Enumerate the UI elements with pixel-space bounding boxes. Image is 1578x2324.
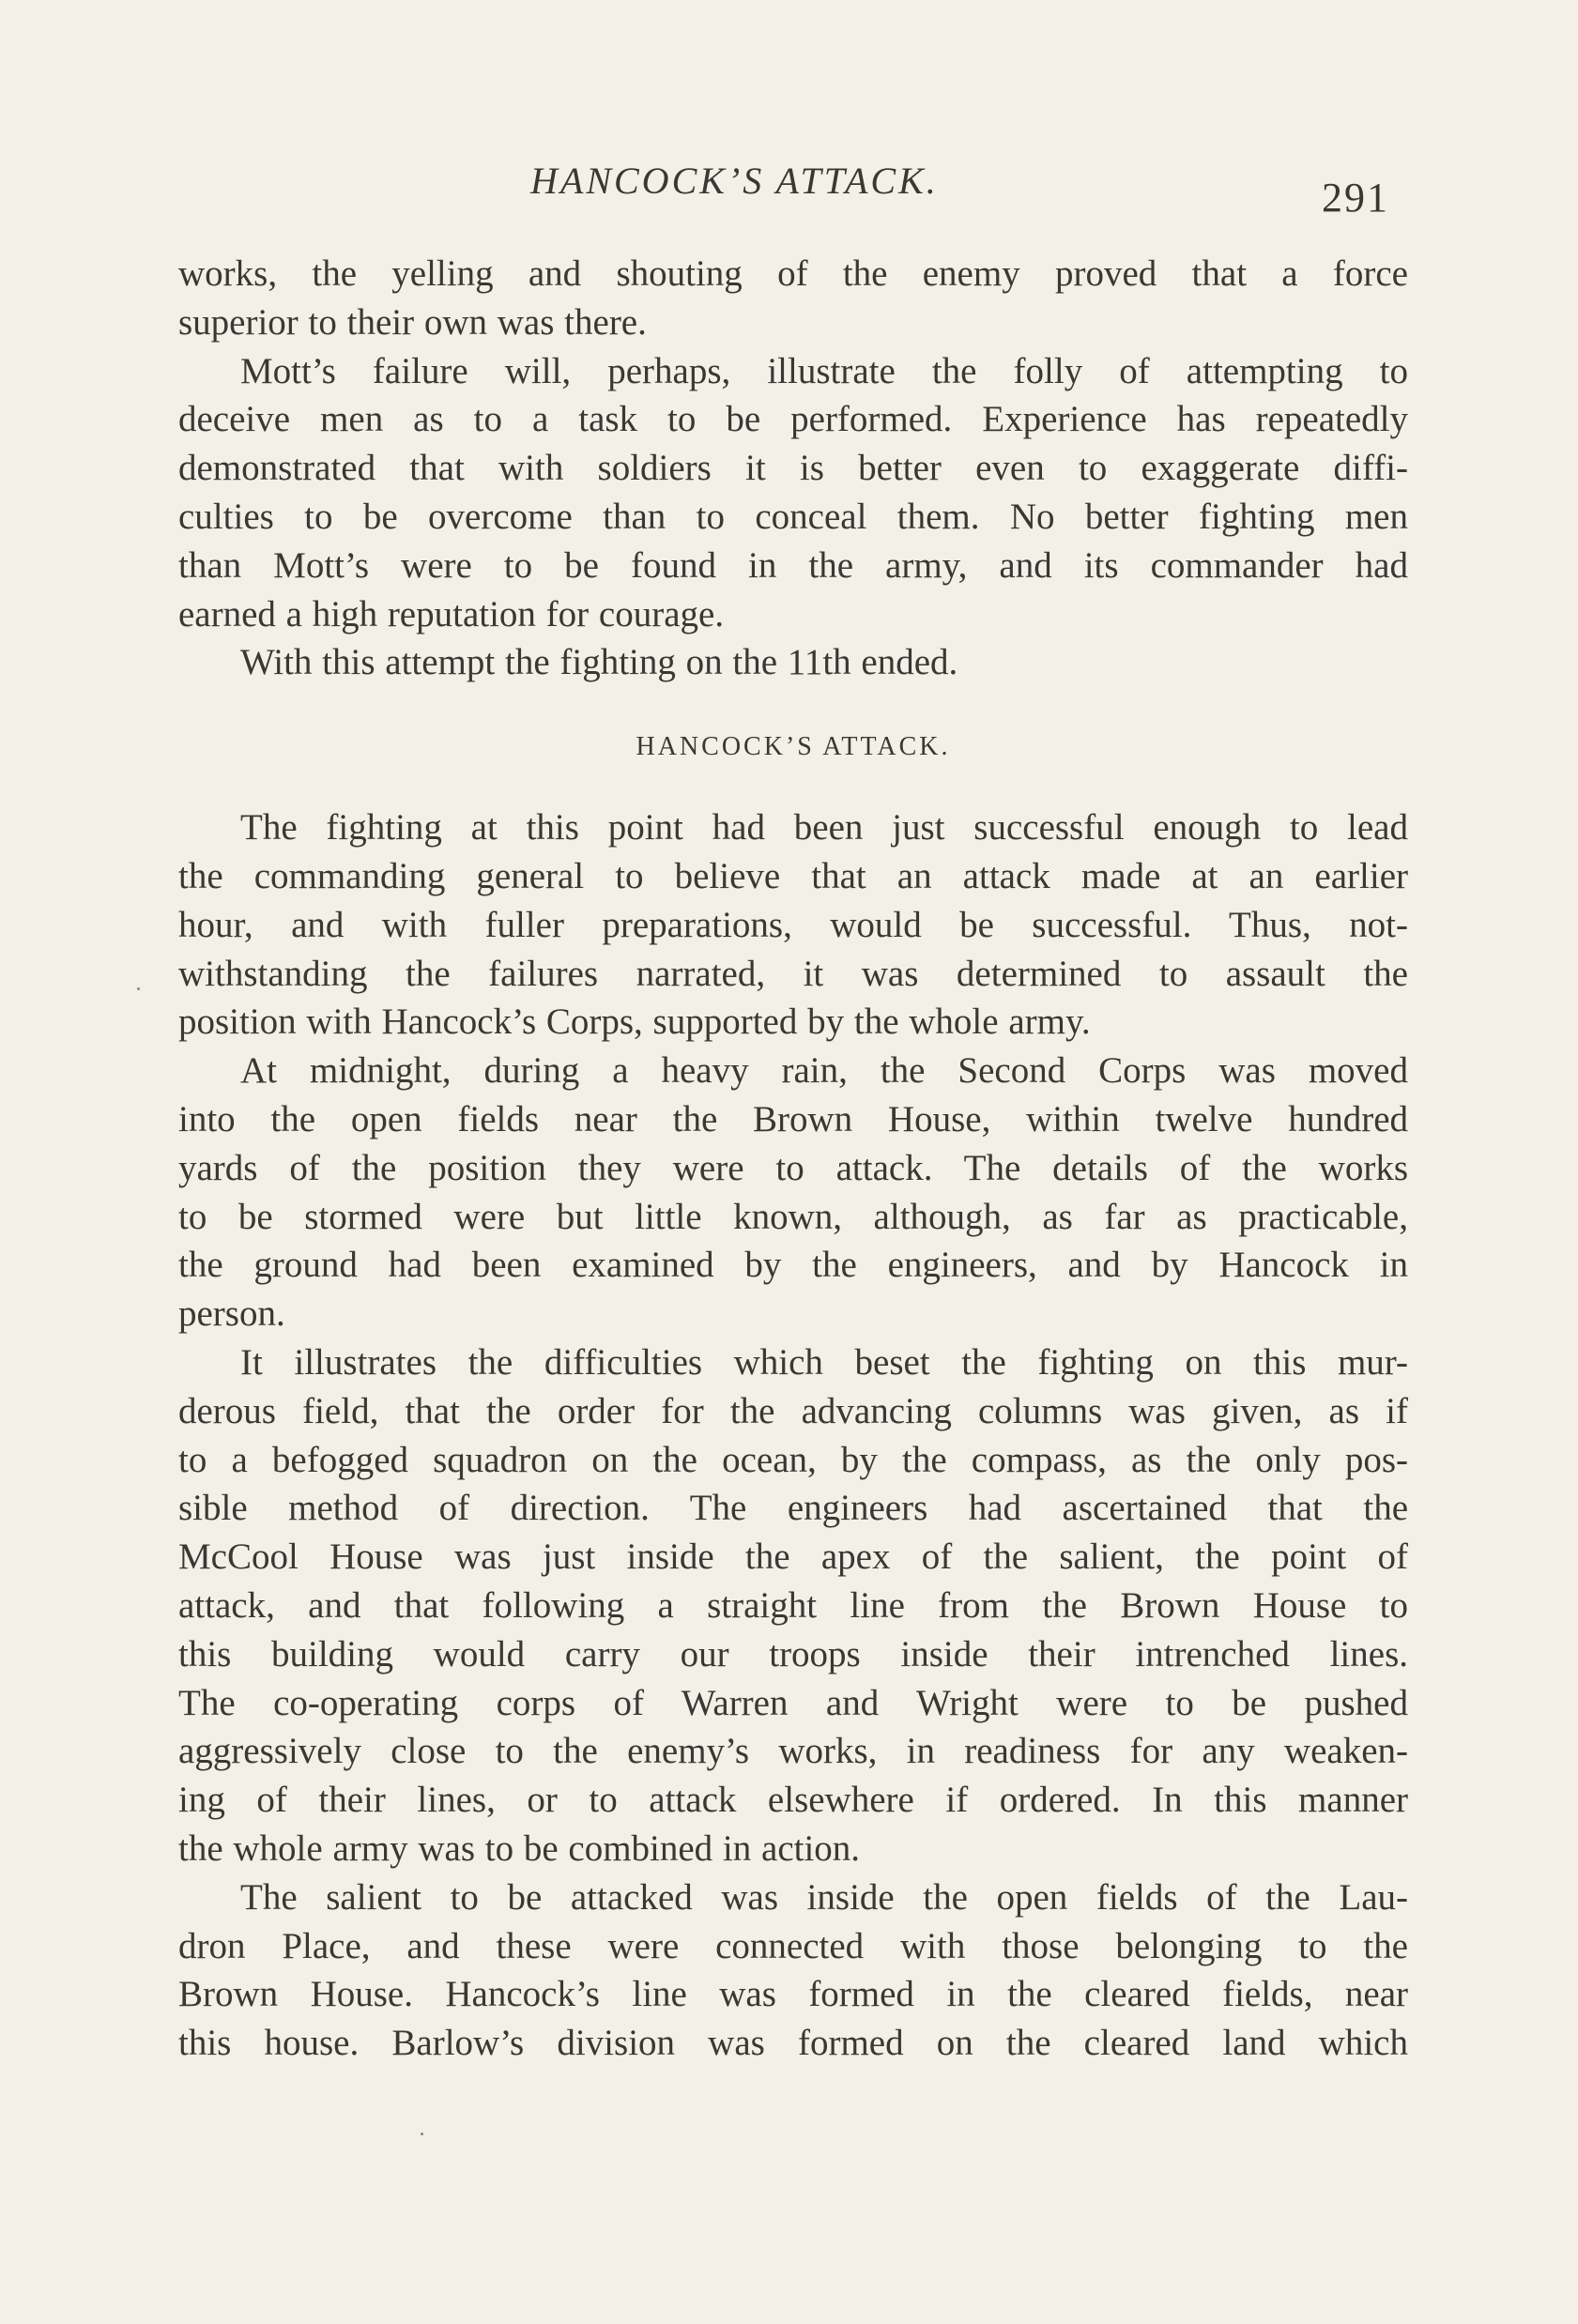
text-line: person.	[178, 1293, 285, 1335]
paragraph-salient	[178, 1873, 1408, 2068]
text-line: With this attempt the fighting on the 11th ended.	[240, 642, 958, 683]
body-text	[178, 250, 1408, 2068]
text-line: sible method of direction. The engineers had ascertained that the	[178, 1488, 1408, 1529]
text-line: derous field, that the order for the advancing columns was given, as if	[178, 1390, 1408, 1431]
text-line: into the open fields near the Brown House, within twelve hundred	[178, 1098, 1408, 1139]
text-line: It illustrates the difficulties which beset the fighting on this mur-	[240, 1341, 1408, 1383]
text-line: position with Hancock’s Corps, supported by the whole army.	[178, 1001, 1091, 1043]
text-line: deceive men as to a task to be performed. Experience has repeatedly	[178, 399, 1408, 440]
text-line: aggressively close to the enemy’s works, in readiness for any weaken-	[178, 1731, 1408, 1772]
text-line: withstanding the failures narrated, it was determined to assault the	[178, 953, 1408, 994]
text-line: the whole army was to be combined in action.	[178, 1827, 861, 1869]
text-line: attack, and that following a straight line from the Brown House to	[178, 1584, 1408, 1626]
paragraph-fighting	[178, 803, 1408, 1047]
text-line: Brown House. Hancock’s line was formed in the cleared fields, near	[178, 1974, 1408, 2015]
text-line: the ground had been examined by the engineers, and by Hancock in	[178, 1245, 1408, 1286]
text-line: works, the yelling and shouting of the enemy proved that a force	[178, 253, 1408, 294]
text-line: this building would carry our troops inside their intrenched lines.	[178, 1633, 1408, 1674]
page-number: 291	[1322, 175, 1389, 221]
paper-speck	[421, 2133, 423, 2135]
text-line: superior to their own was there.	[178, 301, 647, 343]
paragraph-mott	[178, 347, 1408, 639]
text-line: culties to be overcome than to conceal them. No better fighting men	[178, 496, 1408, 537]
section-heading: HANCOCK’S ATTACK.	[636, 732, 951, 762]
text-line: Mott’s failure will, perhaps, illustrate the folly of attempting to	[240, 350, 1408, 391]
text-line: hour, and with fuller preparations, would be successful. Thus, not-	[178, 904, 1408, 945]
text-line: The co-operating corps of Warren and Wright were to be pushed	[178, 1682, 1408, 1723]
text-line: earned a high reputation for courage.	[178, 593, 725, 635]
paragraph-midnight	[178, 1047, 1408, 1338]
text-line: this house. Barlow’s division was formed on the cleared land which	[178, 2023, 1408, 2064]
text-line: At midnight, during a heavy rain, the Second Corps was moved	[240, 1050, 1408, 1092]
text-line: ing of their lines, or to attack elsewhere if ordered. In this manner	[178, 1780, 1408, 1821]
paragraph-ended	[178, 638, 1408, 687]
text-line: The fighting at this point had been just successful enough to lead	[240, 807, 1408, 849]
text-line: dron Place, and these were connected with those belonging to the	[178, 1925, 1408, 1966]
text-line: to a befogged squadron on the ocean, by the compass, as the only pos-	[178, 1439, 1408, 1480]
text-line: to be stormed were but little known, although, as far as practicable,	[178, 1196, 1408, 1237]
text-line: McCool House was just inside the apex of the salient, the point of	[178, 1537, 1408, 1578]
text-line: demonstrated that with soldiers it is better even to exaggerate diffi-	[178, 448, 1408, 489]
running-title: HANCOCK’S ATTACK.	[530, 160, 939, 202]
paragraph-illustrates	[178, 1338, 1408, 1873]
text-line: yards of the position they were to attack. The details of the works	[178, 1147, 1408, 1188]
paper-speck	[137, 987, 140, 990]
running-head	[0, 158, 1578, 221]
text-line: the commanding general to believe that an attack made at an earlier	[178, 855, 1408, 896]
paragraph-continuation	[178, 250, 1408, 347]
text-line: The salient to be attacked was inside the open fields of the Lau-	[240, 1876, 1408, 1918]
text-line: than Mott’s were to be found in the army, and its commander had	[178, 544, 1408, 586]
